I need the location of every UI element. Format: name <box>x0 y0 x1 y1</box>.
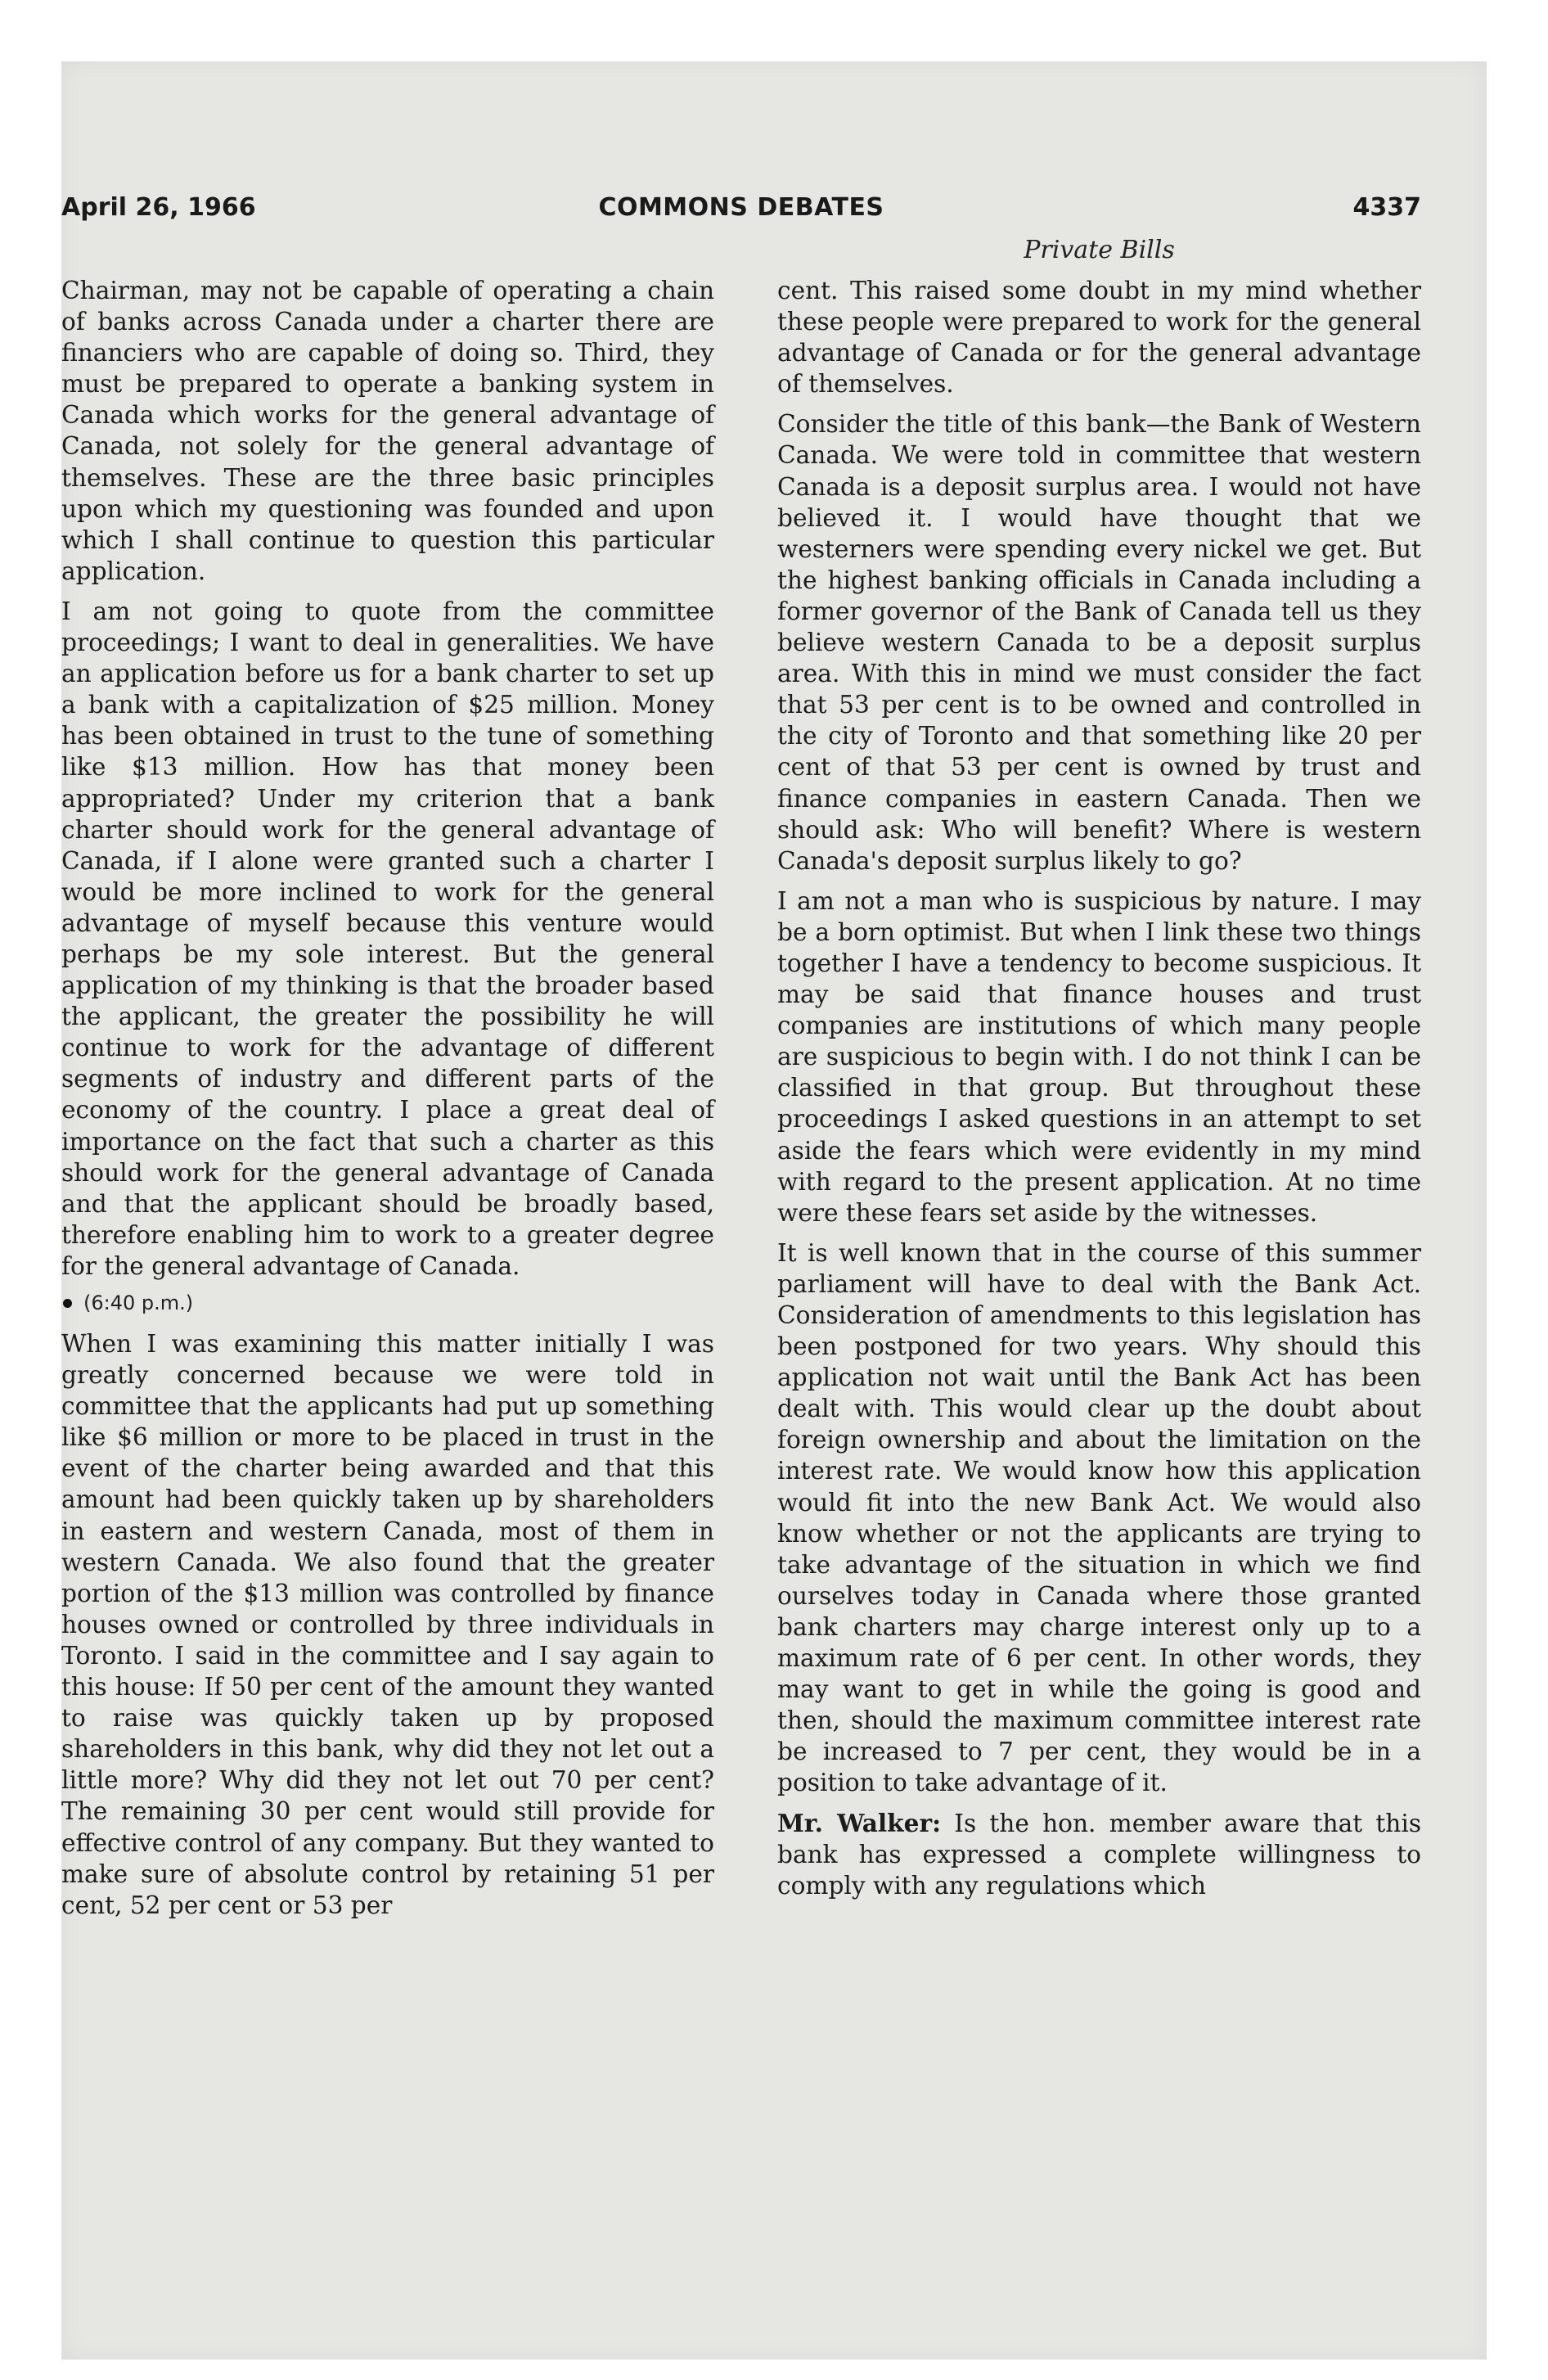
paragraph: I am not going to quote from the committee proceedings; I want to deal in generalities. We have an application before us for a bank charter to set up a bank with a capitalization of $25 million. Money has been obtained in trust to the tune of something like $13 million. How has that money been appropriated? Under my criterion that a bank charter should work for the general advantage of Canada, if I alone were granted such a charter I would be more inclined to work for the general advantage of myself because this venture would perhaps be my sole interest. But the general application of my thinking is that the broader based the applicant, the greater the possibility he will continue to work for the advantage of different segments of industry and different parts of the economy of the country. I place a great deal of importance on the fact that such a charter as this should work for the general advantage of Canada and that the applicant should be broadly based, therefore enabling him to work to a greater degree for the general advantage of Canada. <box>61 597 714 1280</box>
paragraph: I am not a man who is suspicious by nature. I may be a born optimist. But when I link these two things together I have a tendency to become suspicious. It may be said that finance houses and trust companies are institutions of which many people are suspicious to begin with. I do not think I can be classified in that group. But throughout these proceedings I asked questions in an attempt to set aside the fears which were evidently in my mind with regard to the present application. At no time were these fears set aside by the witnesses. <box>777 886 1421 1227</box>
header-title: COMMONS DEBATES <box>598 193 884 222</box>
bullet-icon <box>63 1299 72 1308</box>
page-number: 4337 <box>1352 193 1421 222</box>
speaker-text: Is the hon. member aware that this bank has expressed a complete willingness to comply with any regulations which <box>777 1809 1422 1900</box>
speaker-paragraph <box>777 1808 1421 1901</box>
paragraph: cent. This raised some doubt in my mind whether these people were prepared to work for the general advantage of Canada or for the general advantage of themselves. <box>777 277 1421 399</box>
page-header <box>61 193 1421 229</box>
paragraph: When I was examining this matter initially I was greatly concerned because we were told in committee that the applicants had put up something like $6 million or more to be placed in trust in the event of the charter being awarded and that this amount had been quickly taken up by shareholders in eastern and western Canada, most of them in western Canada. We also found that the greater portion of the $13 million was controlled by finance houses owned or controlled by three individuals in Toronto. I said in the committee and I say again to this house: If 50 per cent of the amount they wanted to raise was quickly taken up by proposed shareholders in this bank, why did they not let out a little more? Why did they not let out 70 per cent? The remaining 30 per cent would still provide for effective control of any company. But they wanted to make sure of absolute control by retaining 51 per cent, 52 per cent or 53 per <box>61 1330 714 1919</box>
left-column <box>61 275 714 1930</box>
time-marker <box>63 1291 714 1315</box>
header-date: April 26, 1966 <box>61 193 256 222</box>
paragraph: It is well known that in the course of this summer parliament will have to deal with the Bank Act. Consideration of amendments to this legislation has been postponed for two years. Why should this application not wait until the Bank Act has been dealt with. This would clear up the doubt about foreign ownership and about the limitation on the interest rate. We would know how this application would fit into the new Bank Act. We would also know whether or not the applicants are trying to take advantage of the situation in which we find ourselves today in Canada where those granted bank charters may charge interest only up to a maximum rate of 6 per cent. In other words, they may want to get in while the going is good and then, should the maximum committee interest rate be increased to 7 per cent, they would be in a position to take advantage of it. <box>777 1238 1421 1797</box>
paragraph: Chairman, may not be capable of operating a chain of banks across Canada under a charter there are financiers who are capable of doing so. Third, they must be prepared to operate a banking system in Canada which works for the general advantage of Canada, not solely for the general advantage of themselves. These are the three basic principles upon which my questioning was founded and upon which I shall continue to question this particular application. <box>61 277 714 585</box>
section-label: Private Bills <box>1024 236 1175 264</box>
time-marker-text: (6:40 p.m.) <box>83 1291 194 1314</box>
speaker-name: Mr. Walker: <box>777 1808 942 1837</box>
right-column <box>777 275 1421 1910</box>
paragraph: Consider the title of this bank—the Bank of Western Canada. We were told in committee that western Canada is a deposit surplus area. I would not have believed it. I would have thought that we westerners were spending every nickel we get. But the highest banking officials in Canada including a former governor of the Bank of Canada tell us they believe western Canada to be a deposit surplus area. With this in mind we must consider the fact that 53 per cent is to be owned and controlled in the city of Toronto and that something like 20 per cent of that 53 per cent is owned by trust and finance companies in eastern Canada. Then we should ask: Who will benefit? Where is western Canada's deposit surplus likely to go? <box>777 410 1421 875</box>
